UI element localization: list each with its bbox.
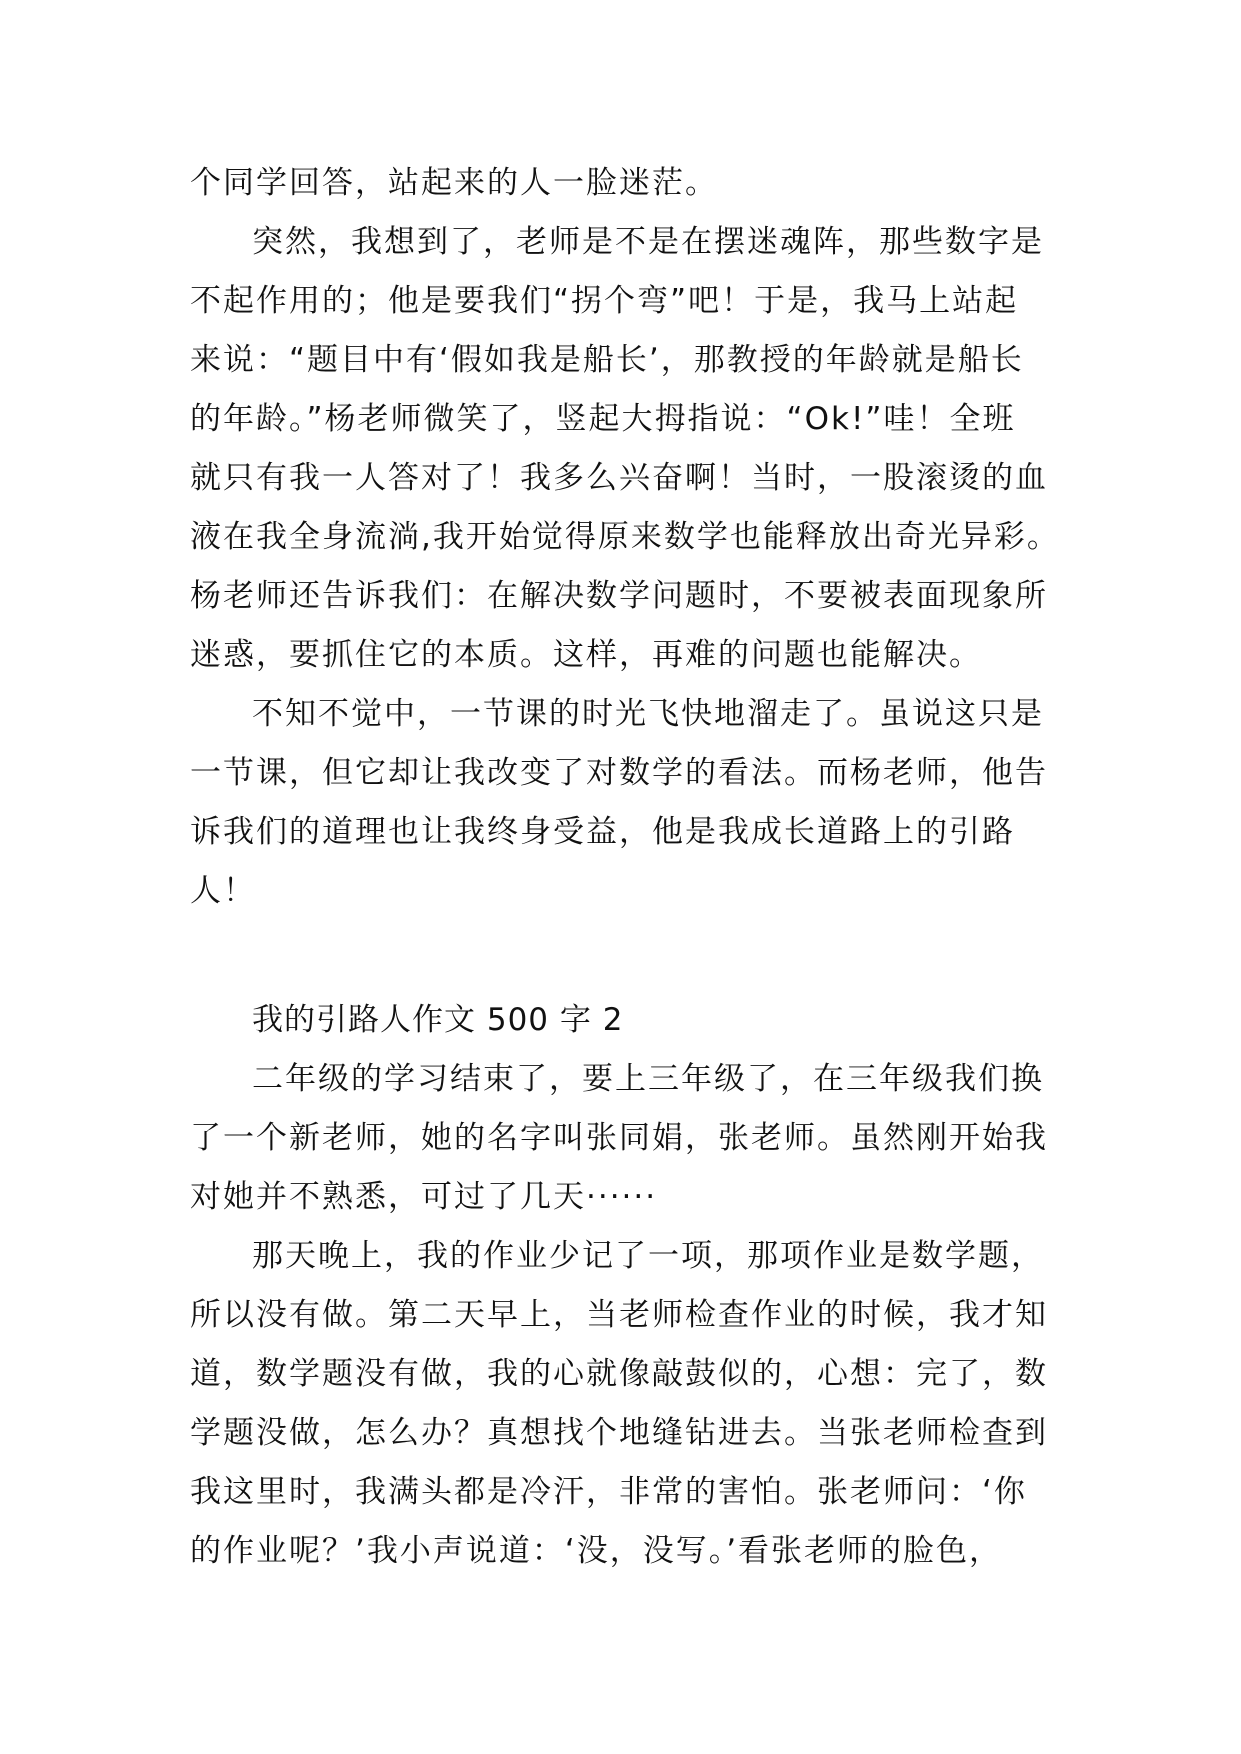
text-line: 所以没有做。第二天早上，当老师检查作业的时候，我才知 xyxy=(190,1297,1048,1333)
text-line: 我这里时，我满头都是冷汗，非常的害怕。张老师问：‘你 xyxy=(190,1474,1027,1510)
text-line: 了一个新老师，她的名字叫张同娟，张老师。虽然刚开始我 xyxy=(190,1120,1048,1156)
text-line: 那天晚上，我的作业少记了一项，那项作业是数学题， xyxy=(252,1238,1044,1274)
heading-text: 我的引路人作文 500 字 2 xyxy=(252,1002,624,1038)
text-line: 二年级的学习结束了，要上三年级了，在三年级我们换 xyxy=(252,1061,1044,1097)
text-line: 个同学回答，站起来的人一脸迷茫。 xyxy=(190,165,718,201)
paragraph-4 xyxy=(190,1050,1060,1227)
paragraph-2 xyxy=(190,213,1060,685)
text-line: 杨老师还告诉我们：在解决数学问题时，不要被表面现象所 xyxy=(190,578,1048,614)
text-line: 不知不觉中，一节课的时光飞快地溜走了。虽说这只是 xyxy=(252,696,1044,732)
text-line: 的年龄。”杨老师微笑了，竖起大拇指说：“Ok!”哇！全班 xyxy=(190,401,1016,437)
text-line: 道，数学题没有做，我的心就像敲鼓似的，心想：完了，数 xyxy=(190,1356,1048,1392)
paragraph-3 xyxy=(190,685,1060,921)
text-line: 不起作用的；他是要我们“拐个弯”吧！于是，我马上站起 xyxy=(190,283,1019,319)
text-line: 人！ xyxy=(190,873,256,909)
text-line: 就只有我一人答对了！我多么兴奋啊！当时，一股滚烫的血 xyxy=(190,460,1048,496)
text-line: 突然，我想到了，老师是不是在摆迷魂阵，那些数字是 xyxy=(252,224,1044,260)
text-line: 来说：“题目中有‘假如我是船长’，那教授的年龄就是船长 xyxy=(190,342,1024,378)
paragraph-5 xyxy=(190,1227,1060,1581)
paragraph-1 xyxy=(190,154,1060,213)
text-line: 液在我全身流淌,我开始觉得原来数学也能释放出奇光异彩。 xyxy=(190,519,1060,555)
text-line: 一节课，但它却让我改变了对数学的看法。而杨老师，他告 xyxy=(190,755,1048,791)
text-line: 诉我们的道理也让我终身受益，他是我成长道路上的引路 xyxy=(190,814,1015,850)
text-line: 迷惑，要抓住它的本质。这样，再难的问题也能解决。 xyxy=(190,637,982,673)
text-line: 学题没做，怎么办？真想找个地缝钻进去。当张老师检查到 xyxy=(190,1415,1048,1451)
essay-body xyxy=(190,154,1060,1581)
section-gap xyxy=(190,921,1060,991)
section-heading xyxy=(190,991,1060,1050)
text-line: 对她并不熟悉，可过了几天······ xyxy=(190,1179,658,1215)
text-line: 的作业呢？’我小声说道：‘没，没写。’看张老师的脸色， xyxy=(190,1533,1003,1569)
